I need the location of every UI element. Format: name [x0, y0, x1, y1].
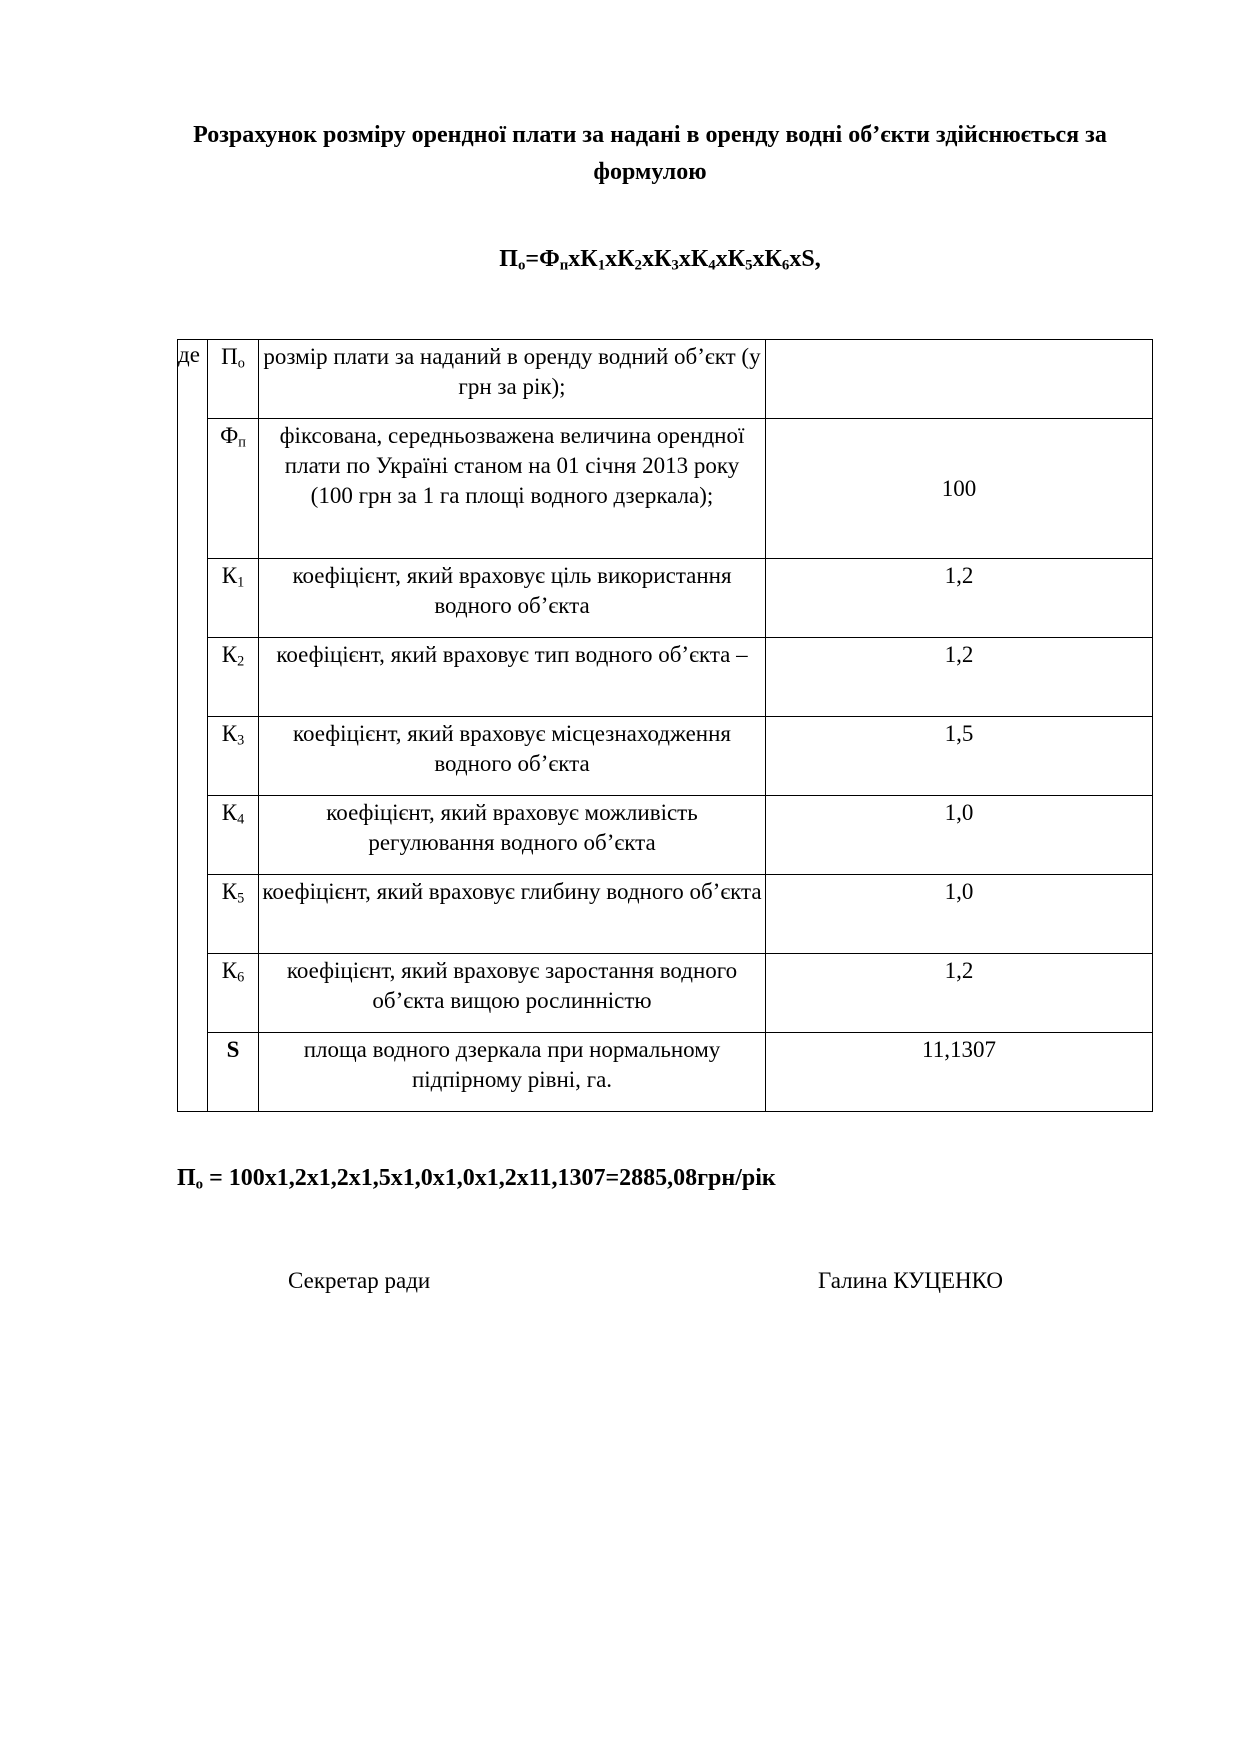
signatory-position: Секретар ради	[288, 1268, 431, 1293]
calculation-result: $П_о = 100х1,2х1,2х1,5х1,0х1,0х1,2х11,1307=2885,08грн/рік$	[177, 1165, 776, 1193]
signatory-name: Галина КУЦЕНКО	[818, 1268, 1003, 1293]
where-label: де	[178, 340, 208, 1112]
document-title: Розрахунок розміру орендної плати за надані в оренду водні об’єкти здійснюється за формулою	[193, 122, 1107, 185]
table-row	[178, 875, 1153, 954]
table-row	[178, 419, 1153, 559]
value-cell: 1,5	[766, 717, 1153, 796]
description-cell: розмір плати за наданий в оренду водний об’єкт (у грн за рік);	[259, 340, 766, 419]
table-row	[178, 638, 1153, 717]
value-cell: 1,2	[766, 954, 1153, 1033]
symbol-cell: $П_о$	[208, 340, 259, 419]
table-row	[178, 340, 1153, 419]
table-row	[178, 796, 1153, 875]
description-cell: коефіцієнт, який враховує місцезнаходження водного об’єкта	[259, 717, 766, 796]
description-cell: коефіцієнт, який враховує тип водного об’єкта –	[259, 638, 766, 717]
table-row	[178, 559, 1153, 638]
symbol-cell: S	[208, 1033, 259, 1112]
symbol-cell: $К_1$	[208, 559, 259, 638]
table-row	[178, 954, 1153, 1033]
symbol-cell: $К_3$	[208, 717, 259, 796]
value-cell: 100	[766, 419, 1153, 559]
value-cell: 1,0	[766, 875, 1153, 954]
symbol-cell: $К_6$	[208, 954, 259, 1033]
description-cell: коефіцієнт, який враховує заростання водного об’єкта вищою рослинністю	[259, 954, 766, 1033]
coefficients-table	[177, 339, 1153, 1112]
description-cell: коефіцієнт, який враховує можливість регулювання водного об’єкта	[259, 796, 766, 875]
formula: $П_о=Ф_пхК_1хК_2хК_3хК_4хК_5хК_6хS$,	[499, 246, 821, 274]
symbol-cell: $К_5$	[208, 875, 259, 954]
description-cell: коефіцієнт, який враховує глибину водного об’єкта	[259, 875, 766, 954]
value-cell: 11,1307	[766, 1033, 1153, 1112]
value-cell: 1,2	[766, 638, 1153, 717]
description-cell: коефіцієнт, який враховує ціль використання водного об’єкта	[259, 559, 766, 638]
description-cell: площа водного дзеркала при нормальному підпірному рівні, га.	[259, 1033, 766, 1112]
value-cell	[766, 340, 1153, 419]
value-cell: 1,2	[766, 559, 1153, 638]
value-cell: 1,0	[766, 796, 1153, 875]
symbol-cell: $К_2$	[208, 638, 259, 717]
symbol-cell: $К_4$	[208, 796, 259, 875]
table-row	[178, 717, 1153, 796]
table-row	[178, 1033, 1153, 1112]
symbol-cell: $Ф_п$	[208, 419, 259, 559]
description-cell: фіксована, середньозважена величина орендної плати по Україні станом на 01 січня 2013 року (100 грн за 1 га площі водного дзеркала);	[259, 419, 766, 559]
